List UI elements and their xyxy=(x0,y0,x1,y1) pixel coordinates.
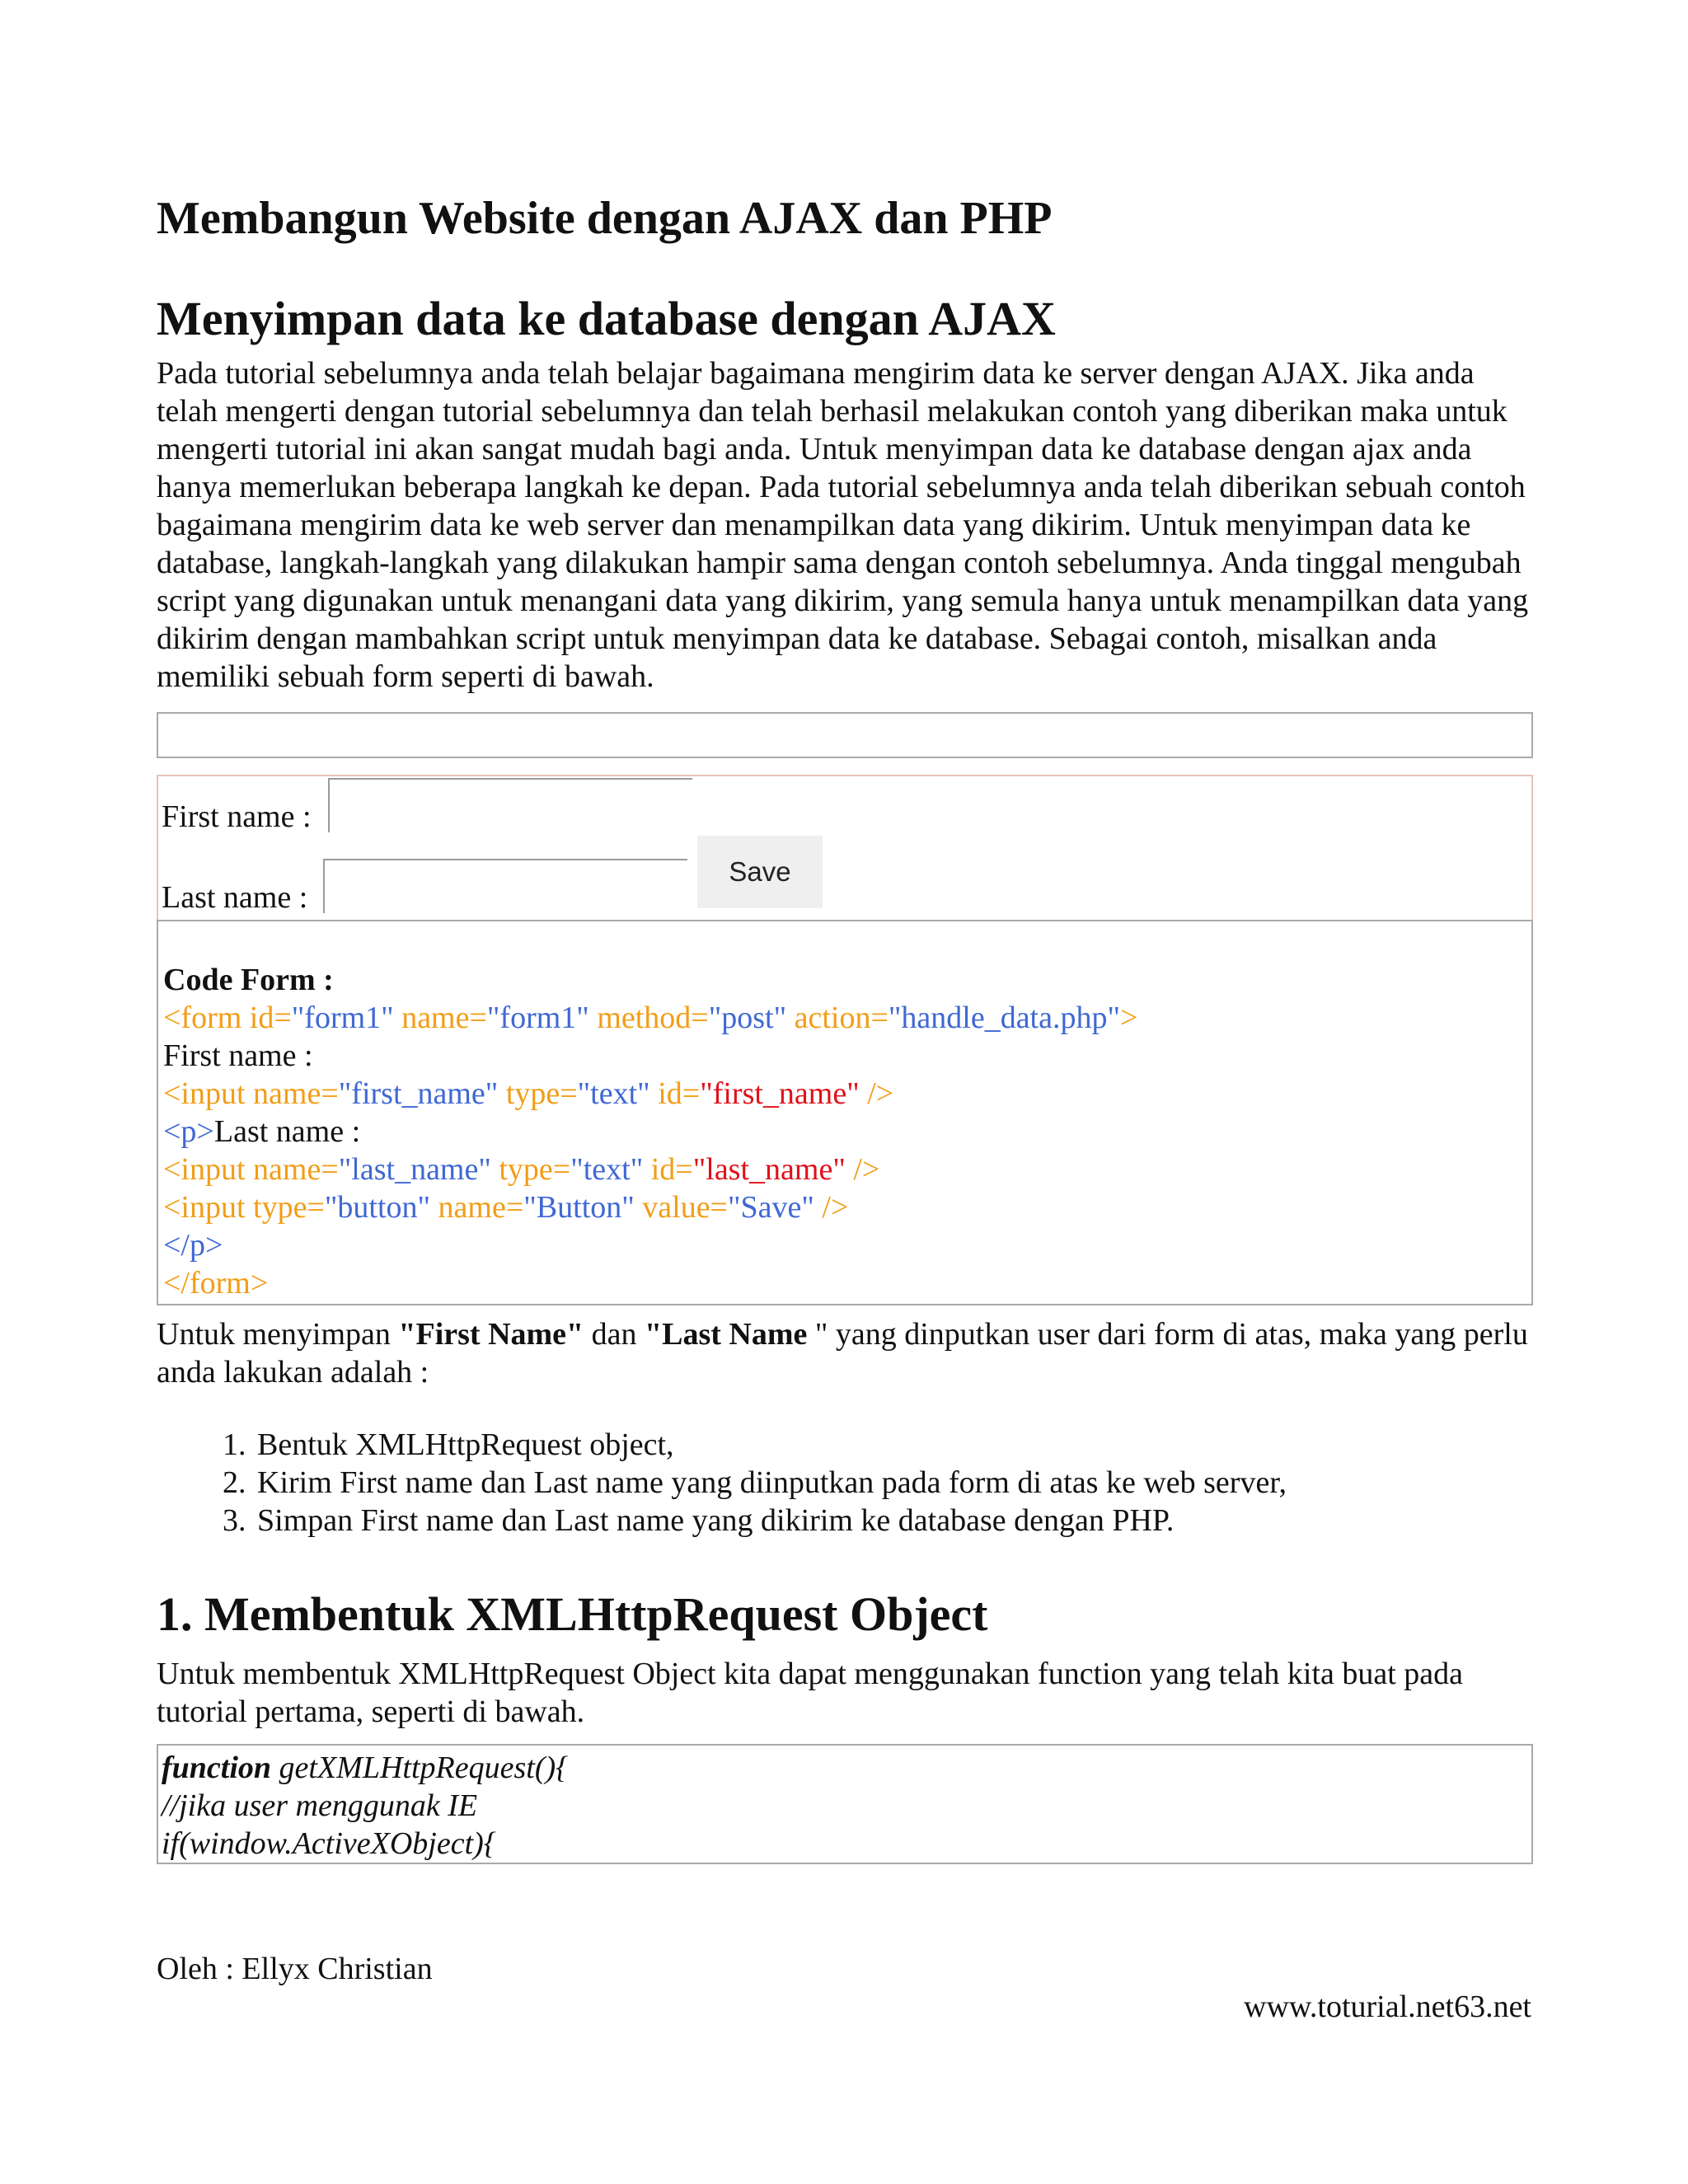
code-token: "form1" xyxy=(486,1001,589,1035)
code-token: method= xyxy=(588,1001,709,1035)
document-page xyxy=(157,165,1533,1864)
code-token: <input name= xyxy=(163,1152,339,1187)
text-run-bold: "First Name" xyxy=(398,1317,584,1352)
section-title-menyimpan: Menyimpan data ke database dengan AJAX xyxy=(157,292,1056,345)
code-line xyxy=(163,1113,1526,1151)
code-line: //jika user menggunak IE xyxy=(162,1788,478,1823)
intro-paragraph: Pada tutorial sebelumnya anda telah belajar bagaimana mengirim data ke server dengan AJAX. Jika anda telah mengerti dengan tutorial sebelumnya dan telah berhasil melakukan contoh yang diberikan maka untuk mengerti tutorial ini akan sangat mudah bagi anda. Untuk menyimpan data ke database dengan ajax anda hanya memerlukan beberapa langkah ke depan. Pada tutorial sebelumnya anda telah diberikan sebuah contoh bagaimana mengirim data ke web server dan menampilkan data yang dikirim. Untuk menyimpan data ke database, langkah-langkah yang dilakukan hampir sama dengan contoh sebelumnya. Anda tinggal mengubah script yang digunakan untuk menangani data yang dikirim, yang semula hanya untuk menampilkan data yang dikirim dengan mambahkan script untuk menyimpan data ke database. Sebagai contoh, misalkan anda memiliki sebuah form seperti di bawah. xyxy=(157,356,1529,694)
code-token: "post" xyxy=(708,1001,787,1035)
code-line: if(window.ActiveXObject){ xyxy=(162,1826,496,1861)
code-token: "handle_data.php" xyxy=(888,1001,1120,1035)
text-run: Untuk menyimpan xyxy=(157,1317,399,1352)
list-item: 3. Simpan First name dan Last name yang dikirim ke database dengan PHP. xyxy=(254,1502,1533,1540)
code-line xyxy=(163,1188,1526,1226)
save-button[interactable]: Save xyxy=(697,836,823,908)
code-token: "last_name" xyxy=(338,1152,491,1187)
list-item: 2. Kirim First name dan Last name yang diinputkan pada form di atas ke web server, xyxy=(254,1464,1533,1502)
list-item: 1. Bentuk XMLHttpRequest object, xyxy=(254,1426,1533,1464)
code-token: name= xyxy=(430,1190,524,1225)
form-demo xyxy=(157,775,1533,920)
code-token: "last_name" xyxy=(692,1152,846,1187)
code-token: "Save" xyxy=(728,1190,814,1225)
code-line: First name : xyxy=(163,1038,313,1073)
code-token: > xyxy=(1120,1001,1138,1035)
section2-paragraph: Untuk membentuk XMLHttpRequest Object kita dapat menggunakan function yang telah kita buat pada tutorial pertama, seperti di bawah. xyxy=(157,1657,1464,1729)
code-token: function xyxy=(162,1750,272,1785)
text-run: dan xyxy=(584,1317,645,1352)
last-name-label: Last name : xyxy=(162,880,308,915)
code-token: "first_name" xyxy=(338,1076,499,1111)
code-token: "first_name" xyxy=(700,1076,860,1111)
code-token: <input type= xyxy=(163,1190,325,1225)
code-js-block xyxy=(157,1744,1533,1864)
code-token: "form1" xyxy=(291,1001,394,1035)
code-token: /> xyxy=(859,1076,894,1111)
code-token: getXMLHttpRequest(){ xyxy=(271,1750,569,1785)
code-token: "text" xyxy=(577,1076,650,1111)
section-title-xmlhttprequest: 1. Membentuk XMLHttpRequest Object xyxy=(157,1587,988,1641)
code-form-block xyxy=(157,920,1533,1305)
after-form-paragraph xyxy=(157,1315,1533,1391)
code-line xyxy=(162,1749,1528,1787)
code-token: <form id= xyxy=(163,1001,292,1035)
code-token: <input name= xyxy=(163,1076,339,1111)
code-form-heading: Code Form : xyxy=(163,963,334,997)
code-token: type= xyxy=(498,1076,578,1111)
code-token: name= xyxy=(393,1001,487,1035)
code-token: "text" xyxy=(570,1152,644,1187)
code-token: Last name : xyxy=(213,1114,361,1149)
first-name-input[interactable] xyxy=(328,778,692,832)
code-line: </p> xyxy=(163,1228,223,1263)
steps-list xyxy=(157,1426,1533,1540)
code-token: type= xyxy=(490,1152,571,1187)
last-name-input[interactable] xyxy=(323,859,687,913)
code-token: "Button" xyxy=(523,1190,635,1225)
document-title: Membangun Website dengan AJAX dan PHP xyxy=(157,193,1053,244)
code-token: id= xyxy=(649,1076,701,1111)
code-line xyxy=(163,1075,1526,1113)
code-token: /> xyxy=(845,1152,880,1187)
text-run-bold: "Last Name xyxy=(645,1317,808,1352)
footer-author: Oleh : Ellyx Christian xyxy=(157,1952,433,1986)
code-token: "button" xyxy=(324,1190,431,1225)
first-name-label: First name : xyxy=(162,799,312,834)
code-line xyxy=(163,1151,1526,1188)
text-run: " yang dinputkan user dari form di atas, maka yang perlu anda lakukan adalah : xyxy=(157,1317,1528,1390)
code-token: <p> xyxy=(163,1114,214,1149)
code-token: /> xyxy=(814,1190,849,1225)
code-token: action= xyxy=(786,1001,889,1035)
footer-site-url: www.toturial.net63.net xyxy=(1244,1990,1531,2024)
code-line xyxy=(163,999,1526,1037)
code-line: </form> xyxy=(163,1266,269,1301)
code-token: value= xyxy=(634,1190,728,1225)
code-token: id= xyxy=(643,1152,693,1187)
empty-box xyxy=(157,712,1533,758)
